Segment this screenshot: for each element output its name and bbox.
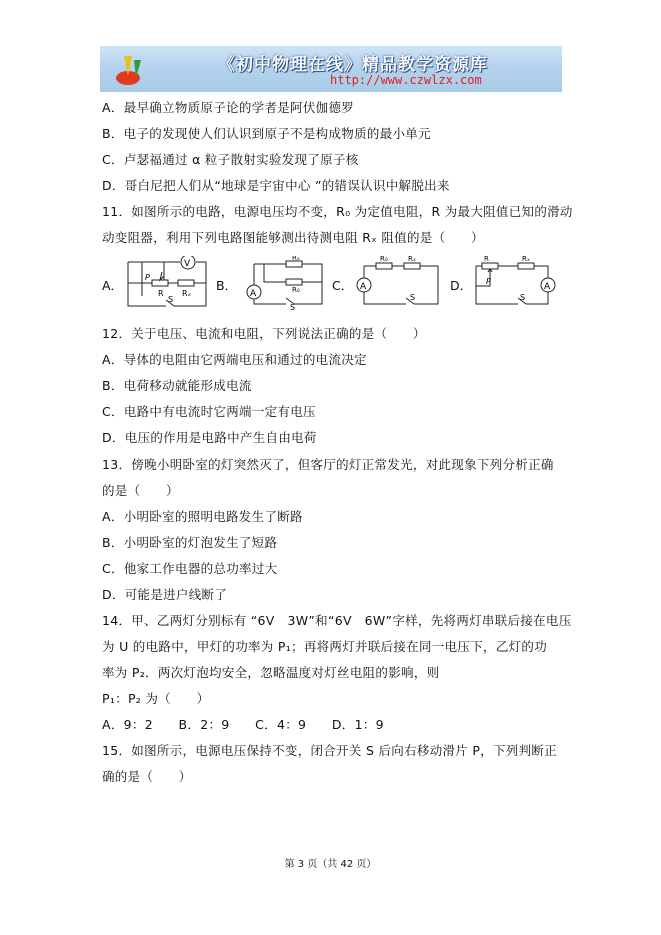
q15-stem-line2: 确的是（ ） [102, 769, 192, 784]
switch-s-label: S [168, 295, 174, 304]
slider-p-label: P [486, 277, 491, 286]
switch-s-label: S [410, 293, 416, 302]
rx-label: Rₓ [522, 256, 530, 263]
q10-option-b: B．电子的发现使人们认识到原子不是构成物质的最小单元 [102, 126, 431, 141]
rx-label: Rₓ [408, 256, 416, 263]
q14-options: A．9：2 B．2：9 C．4：9 D．1：9 [102, 717, 384, 732]
page-footer: 第 3 页（共 42 页） [284, 859, 377, 870]
switch-s-label: S [520, 293, 526, 302]
q14-stem-line4: P₁：P₂ 为（ ） [102, 691, 210, 706]
q12-option-a: A．导体的电阻由它两端电压和通过的电流决定 [102, 352, 367, 367]
q13-option-a: A．小明卧室的照明电路发生了断路 [102, 509, 303, 524]
voltmeter-label: V [184, 259, 191, 269]
q11-option-b-label: B． [216, 278, 238, 293]
q11-option-d-label: D． [450, 278, 473, 293]
q14-stem-line3: 率为 P₂．两次灯泡均安全，忽略温度对灯丝电阻的影响，则 [102, 665, 440, 680]
q11-option-c-label: C． [332, 278, 354, 293]
ammeter-label: A [360, 282, 367, 292]
q13-option-b: B．小明卧室的灯泡发生了短路 [102, 535, 278, 550]
ammeter-label: A [544, 282, 551, 292]
q13-stem-line1: 13．傍晚小明卧室的灯突然灭了，但客厅的灯正常发光，对此现象下列分析正确 [102, 457, 554, 472]
rx-label: Rₓ [292, 256, 300, 262]
q13-stem-line2: 的是（ ） [102, 483, 179, 498]
banner-url: http://www.czwlzx.com [330, 73, 482, 87]
site-banner [100, 46, 562, 92]
q10-option-c: C．卢瑟福通过 α 粒子散射实验发现了原子核 [102, 152, 359, 167]
r0-label: R₀ [292, 286, 300, 294]
q11-stem-line1: 11．如图所示的电路，电源电压均不变，R₀ 为定值电阻，R 为最大阻值已知的滑动 [102, 204, 573, 219]
q11-option-a-label: A． [102, 278, 124, 293]
q11-circuit-c [350, 256, 442, 312]
q10-option-a: A．最早确立物质原子论的学者是阿伏伽德罗 [102, 100, 355, 115]
site-logo-icon [114, 52, 154, 88]
q12-option-c: C．电路中有电流时它两端一定有电压 [102, 404, 316, 419]
q11-circuit-b [234, 256, 328, 312]
rheostat-r-label: R [484, 256, 489, 263]
q14-stem-line1: 14．甲、乙两灯分别标有 “6V 3W”和“6V 6W”字样，先将两灯串联后接在电压 [102, 613, 572, 628]
q15-stem-line1: 15．如图所示，电源电压保持不变，闭合开关 S 后向右移动滑片 P，下列判断正 [102, 743, 557, 758]
q13-option-d: D．可能是进户线断了 [102, 587, 228, 602]
q10-option-d: D．哥白尼把人们从“地球是宇宙中心 ”的错误认识中解脱出来 [102, 178, 450, 193]
q13-option-c: C．他家工作电器的总功率过大 [102, 561, 278, 576]
q12-option-b: B．电荷移动就能形成电流 [102, 378, 252, 393]
slider-p-label: P [145, 273, 150, 282]
banner-title: 《初中物理在线》精品教学资源库 [218, 55, 488, 75]
q14-stem-line2: 为 U 的电路中，甲灯的功率为 P₁；再将两灯并联后接在同一电压下，乙灯的功 [102, 639, 548, 654]
q11-circuit-d [468, 256, 562, 312]
r0-label: R₀ [380, 256, 388, 263]
q11-stem-line2: 动变阻器，利用下列电路图能够测出待测电阻 Rₓ 阻值的是（ ） [102, 230, 484, 245]
rheostat-r-label: R [158, 289, 164, 298]
ammeter-label: A [250, 289, 257, 299]
q11-circuit-a [122, 256, 210, 312]
switch-s-label: S [290, 303, 296, 312]
q12-option-d: D．电压的作用是电路中产生自由电荷 [102, 430, 317, 445]
q11-circuit-options [102, 252, 562, 316]
rx-label: Rₓ [182, 289, 192, 298]
q12-stem: 12．关于电压、电流和电阻，下列说法正确的是（ ） [102, 326, 426, 341]
